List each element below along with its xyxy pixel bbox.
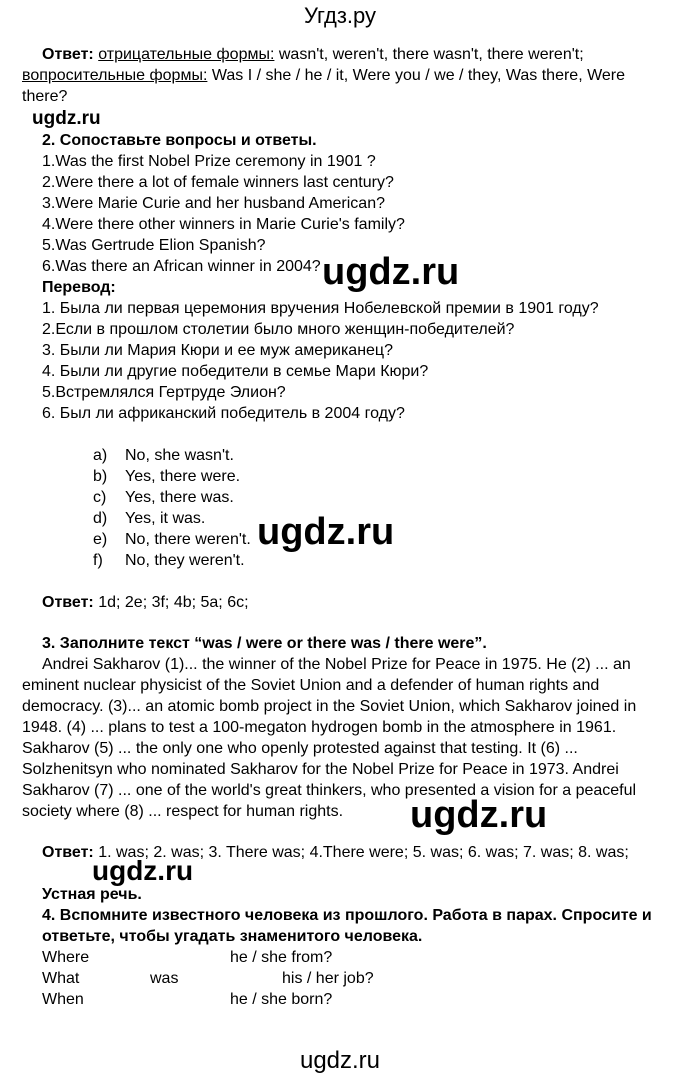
translation-label: Перевод: <box>42 279 116 296</box>
option-letter-d: d) <box>93 510 108 527</box>
ex3-text-line-4: 1948. (4) ... plans to test a 100-megaton hydrogen bomb in the atmosphere in 1961. <box>22 719 617 736</box>
ex4-title-line-2: ответьте, чтобы угадать знаменитого человека. <box>42 928 423 945</box>
question-5: 5.Was Gertrude Elion Spanish? <box>42 237 266 254</box>
negative-forms-text: wasn't, weren't, there wasn't, there weren't; <box>274 46 584 63</box>
ex3-answer-label: Ответ: <box>42 844 94 861</box>
ex4-section: Устная речь. <box>42 886 142 903</box>
ex4-row-1-wh: Where <box>42 949 90 966</box>
site-title: Угдз.ру <box>303 3 377 28</box>
question-forms-label: вопросительные формы: <box>22 67 208 84</box>
option-text-f: No, they weren't. <box>125 552 245 569</box>
option-text-b: Yes, there were. <box>125 468 241 485</box>
option-text-a: No, she wasn't. <box>125 447 234 464</box>
ex4-row-2-rest: his / her job? <box>282 970 374 987</box>
ex4-row-2-wh: What <box>42 970 80 987</box>
ex2-title: 2. Сопоставьте вопросы и ответы. <box>42 132 317 149</box>
translation-3: 3. Были ли Мария Кюри и ее муж американец? <box>42 342 393 359</box>
translation-6: 6. Был ли африканский победитель в 2004 году? <box>42 405 405 422</box>
question-forms-text: Was I / she / he / it, Were you / we / they, Was there, Were <box>207 67 626 84</box>
answer1-line1 <box>42 45 584 65</box>
question-6: 6.Was there an African winner in 2004? <box>42 258 321 275</box>
option-letter-c: c) <box>93 489 107 506</box>
negative-forms-label: отрицательные формы: <box>98 46 275 63</box>
option-letter-b: b) <box>93 468 108 485</box>
watermark-small-1: ugdz.ru <box>32 108 101 129</box>
ex3-text-line-7: Sakharov (7) ... one of the world's great thinkers, who presented a vision for a peaceful <box>22 782 637 799</box>
translation-4: 4. Были ли другие победители в семье Мари Кюри? <box>42 363 429 380</box>
ex3-text-line-1: Andrei Sakharov (1)... the winner of the Nobel Prize for Peace in 1975. He (2) ... an <box>42 656 631 673</box>
ex3-text-line-2: eminent nuclear physicist of the Soviet Union and a defender of human rights and <box>22 677 600 694</box>
question-4: 4.Were there other winners in Marie Curie's family? <box>42 216 405 233</box>
ex3-text-line-8: society where (8) ... respect for human rights. <box>22 803 344 820</box>
translation-2: 2.Если в прошлом столетии было много женщин-победителей? <box>42 321 515 338</box>
ex4-row-3-rest: he / she born? <box>230 991 333 1008</box>
watermark-large-3: ugdz.ru <box>410 794 548 836</box>
ex2-answer-label: Ответ: <box>42 594 94 611</box>
ex4-row-1-rest: he / she from? <box>230 949 333 966</box>
ex4-row-3-wh: When <box>42 991 84 1008</box>
watermark-large-1: ugdz.ru <box>322 251 460 293</box>
option-letter-a: a) <box>93 447 108 464</box>
answer1-line2 <box>22 66 625 86</box>
ex3-title: 3. Заполните текст “was / were or there was / there were”. <box>42 635 487 652</box>
answer-label: Ответ: <box>42 46 94 63</box>
ex3-answer-text: 1. was; 2. was; 3. There was; 4.There were; 5. was; 6. was; 7. was; 8. was; <box>93 844 629 861</box>
watermark-large-2: ugdz.ru <box>257 511 395 553</box>
question-2: 2.Were there a lot of female winners last century? <box>42 174 394 191</box>
watermark-medium: ugdz.ru <box>92 855 194 886</box>
option-text-d: Yes, it was. <box>125 510 206 527</box>
option-text-e: No, there weren't. <box>125 531 251 548</box>
ex4-title-line-1: 4. Вспомните известного человека из прошлого. Работа в парах. Спросите и <box>42 907 652 924</box>
question-3: 3.Were Marie Curie and her husband American? <box>42 195 385 212</box>
footer-watermark: ugdz.ru <box>299 1047 381 1074</box>
answer1-line3: there? <box>22 88 68 105</box>
ex3-text-line-5: Sakharov (5) ... the only one who openly protested against that testing. It (6) ... <box>22 740 578 757</box>
option-letter-f: f) <box>93 552 103 569</box>
option-text-c: Yes, there was. <box>125 489 234 506</box>
ex3-text-line-6: Solzhenitsyn who nominated Sakharov for the Nobel Prize for Peace in 1973. Andrei <box>22 761 619 778</box>
translation-5: 5.Встремлялся Гертруде Элион? <box>42 384 286 401</box>
ex2-answer-text: 1d; 2e; 3f; 4b; 5a; 6c; <box>93 594 249 611</box>
question-1: 1.Was the first Nobel Prize ceremony in 1901 ? <box>42 153 376 170</box>
ex3-text-line-3: democracy. (3)... an atomic bomb project in the Soviet Union, which Sakharov joined in <box>22 698 637 715</box>
ex2-answer <box>42 593 249 613</box>
ex4-row-2-verb: was <box>150 970 179 987</box>
translation-1: 1. Была ли первая церемония вручения Нобелевской премии в 1901 году? <box>42 300 599 317</box>
option-letter-e: e) <box>93 531 108 548</box>
